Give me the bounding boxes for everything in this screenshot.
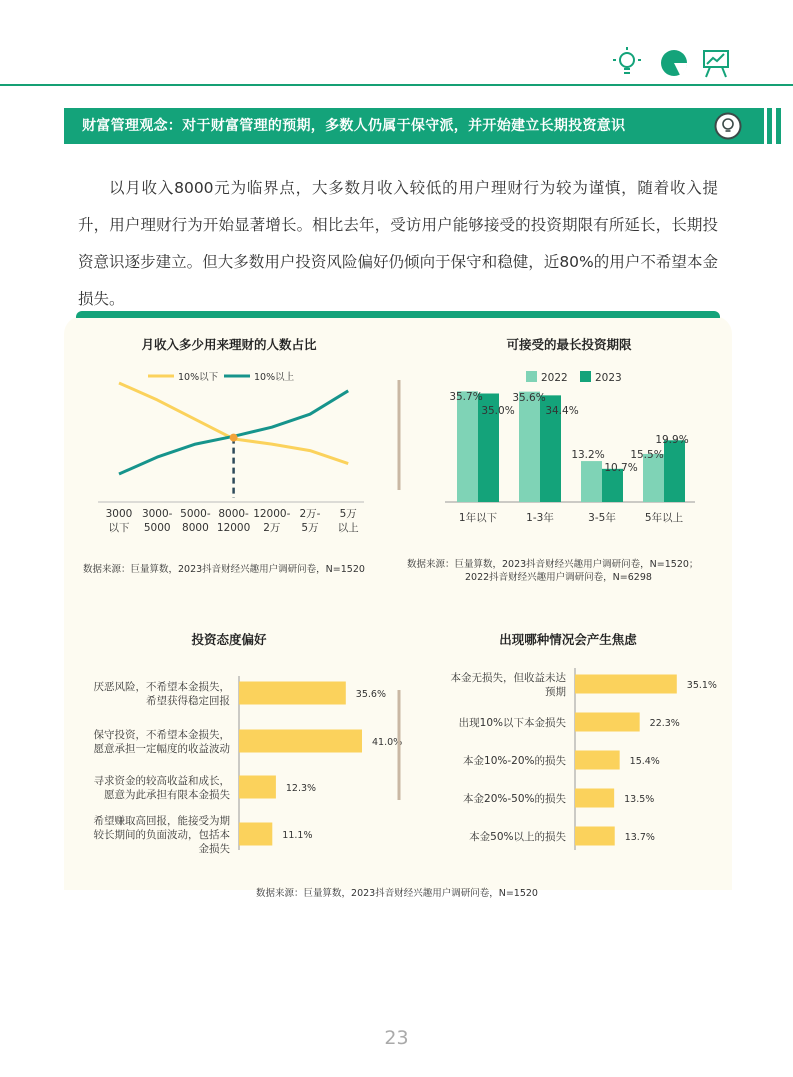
bar-2023-5年以上 — [664, 440, 685, 502]
bar-anxiety — [575, 827, 615, 846]
data-label: 41.0% — [372, 737, 403, 748]
data-label: 13.7% — [624, 832, 655, 843]
data-label: 22.3% — [649, 718, 680, 729]
bar-anxiety — [575, 789, 614, 808]
legend-label: 10%以下 — [178, 372, 219, 383]
x-tick-label: 5年以上 — [644, 512, 684, 524]
x-tick-label: 以上 — [337, 522, 359, 534]
bar-2022-3-5年 — [581, 461, 602, 502]
category-label: 愿意承担一定幅度的收益波动 — [93, 743, 230, 755]
chart-title: 可接受的最长投资期限 — [506, 337, 632, 352]
income-line-chart — [83, 337, 365, 575]
chart-title: 月收入多少用来理财的人数占比 — [141, 337, 317, 352]
bar-anxiety — [575, 751, 620, 770]
category-label: 愿意为此承担有限本金损失 — [104, 789, 230, 801]
x-tick-label: 3000- — [141, 508, 173, 520]
source-note: 数据来源：巨量算数，2023抖音财经兴趣用户调研问卷，N=1520； — [407, 559, 699, 570]
investment-term-bar-chart — [407, 337, 698, 583]
x-tick-label: 2万- — [299, 508, 321, 520]
category-label: 厌恶风险，不希望本金损失， — [93, 681, 230, 693]
data-label: 35.7% — [449, 391, 483, 403]
x-tick-label: 5000 — [143, 522, 171, 534]
bar-anxiety — [575, 675, 677, 694]
data-label: 19.9% — [655, 434, 689, 446]
bottom-source-note: 数据来源：巨量算数，2023抖音财经兴趣用户调研问卷，N=1520 — [256, 888, 538, 899]
category-label: 本金10%-20%的损失 — [463, 755, 566, 767]
legend-swatch — [580, 371, 591, 382]
data-label: 35.6% — [512, 392, 546, 404]
category-label: 本金无损失，但收益未达 — [450, 672, 566, 684]
data-label: 10.7% — [604, 462, 638, 474]
category-label: 本金50%以上的损失 — [469, 831, 566, 843]
x-tick-label: 5000- — [180, 508, 211, 520]
legend-swatch — [526, 371, 537, 382]
crossover-point — [230, 434, 238, 442]
data-label: 15.5% — [630, 449, 664, 461]
x-tick-label: 12000 — [216, 522, 251, 534]
x-tick-label: 3-5年 — [588, 512, 616, 524]
x-tick-label: 3000 — [105, 508, 133, 520]
category-label: 预期 — [545, 686, 566, 698]
bar-2022-5年以上 — [643, 454, 664, 502]
source-note: 数据来源：巨量算数，2023抖音财经兴趣用户调研问卷，N=1520 — [83, 564, 365, 575]
data-label: 35.0% — [481, 405, 515, 417]
category-label: 出现10%以下本金损失 — [458, 717, 566, 729]
chart-title: 出现哪种情况会产生焦虑 — [499, 632, 637, 647]
x-tick-label: 以下 — [108, 522, 130, 534]
legend-label: 2022 — [541, 372, 568, 384]
intro-paragraph: 以月收入8000元为临界点，大多数月收入较低的用户理财行为较为谨慎，随着收入提升，用户理财行为开始显著增长。相比去年，受访用户能够接受的投资期限有所延长，长期投资意识逐步建立。但大多数用户投资风险偏好仍倾向于保守和稳健，近80%的用户不希望本金损失。 — [78, 179, 718, 308]
banner-title: 财富管理观念：对于财富管理的预期，多数人仍属于保守派，并开始建立长期投资意识 — [82, 118, 626, 134]
investment-attitude-chart — [94, 632, 403, 855]
category-label: 保守投资，不希望本金损失， — [93, 729, 230, 741]
x-tick-label: 12000- — [253, 508, 291, 520]
data-label: 11.1% — [282, 830, 313, 841]
category-label: 金损失 — [198, 843, 230, 855]
category-label: 希望赚取高回报，能接受为期 — [93, 815, 230, 827]
category-label: 希望获得稳定回报 — [146, 695, 230, 707]
data-label: 13.2% — [571, 449, 605, 461]
category-label: 本金20%-50%的损失 — [463, 793, 566, 805]
category-label: 较长期间的负面波动，包括本 — [93, 829, 230, 841]
bar-attitude — [239, 682, 346, 705]
chart-title: 投资态度偏好 — [191, 632, 267, 647]
page-number: 23 — [384, 1027, 409, 1049]
category-label: 寻求资金的较高收益和成长， — [93, 775, 230, 787]
data-label: 35.1% — [686, 680, 717, 691]
x-tick-label: 8000 — [182, 522, 209, 534]
bar-attitude — [239, 730, 362, 753]
data-label: 35.6% — [355, 689, 386, 700]
bar-attitude — [239, 823, 272, 846]
x-tick-label: 5万 — [339, 508, 357, 520]
x-tick-label: 5万 — [301, 522, 319, 534]
data-label: 15.4% — [629, 756, 660, 767]
legend-label: 10%以上 — [254, 372, 295, 383]
legend-label: 2023 — [595, 372, 622, 384]
x-tick-label: 1-3年 — [526, 512, 554, 524]
x-tick-label: 1年以下 — [458, 512, 498, 524]
bar-anxiety — [575, 713, 640, 732]
bar-attitude — [239, 776, 276, 799]
x-tick-label: 8000- — [218, 508, 249, 520]
bar-2022-1-3年 — [519, 392, 540, 502]
data-label: 34.4% — [545, 405, 579, 417]
anxiety-trigger-chart — [451, 632, 717, 850]
x-tick-label: 2万 — [263, 522, 281, 534]
source-note: 2022抖音财经兴趣用户调研问卷，N=6298 — [465, 572, 652, 583]
data-label: 13.5% — [624, 794, 655, 805]
data-label: 12.3% — [285, 783, 317, 794]
bar-2022-1年以下 — [457, 391, 478, 502]
